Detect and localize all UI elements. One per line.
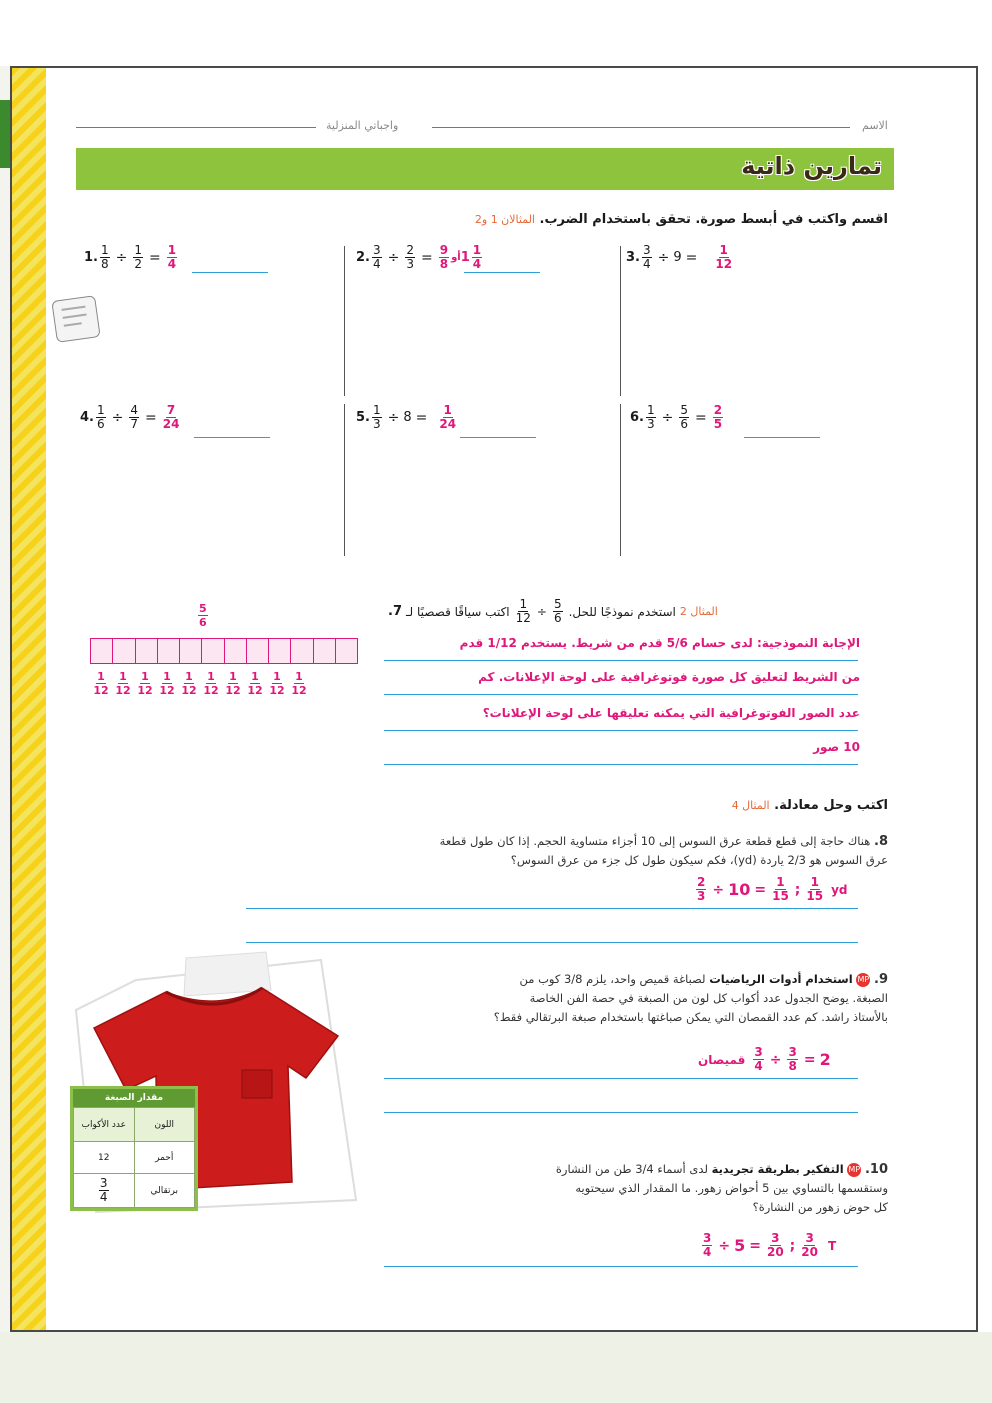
answer-line — [460, 437, 536, 438]
tape-unit-label: $\frac{1}{12}$ — [181, 670, 197, 697]
answer: $\frac{7}{24}$ — [162, 403, 180, 431]
answer-line — [384, 730, 858, 731]
q10-title: التفكير بطريقة تجريدية — [711, 1162, 844, 1176]
answer-line — [192, 272, 268, 273]
mixed-fraction: $\frac{1}{4}$ — [472, 243, 482, 271]
paint-cell-cups: $\frac{3}{4}$ — [74, 1174, 135, 1208]
q7-answer-line-1: الإجابة النموذجية: لدى حسام 5/6 قدم من شريط. يستخدم 1/12 قدم — [459, 636, 860, 650]
fraction: $\frac{1}{3}$ — [646, 403, 655, 431]
paint-table — [70, 1086, 198, 1211]
answer-line — [384, 764, 858, 765]
math-practice-icon: MP — [847, 1163, 861, 1177]
tape-unit-label: $\frac{1}{12}$ — [291, 670, 307, 697]
q9-line-3: بالأستاذ راشد. كم عدد القمصان التي يمكن صباغتها باستخدام صبغة البرتقالي فقط؟ — [493, 1010, 888, 1024]
exercise-3: 3. $\frac{3}{4}$ ÷ 9 = $\frac{1}{12}$ — [626, 243, 733, 271]
q7-prompt: 7. اكتب سياقًا قصصيًا لـ $\frac{1}{12}$ ÷ $\frac{5}{6}$ استخدم نموذجًا للحل. المثال 2 — [388, 597, 718, 625]
q8-divisor: 10 — [728, 880, 751, 899]
paint-table-title: مقدار الصبغة — [73, 1089, 195, 1107]
answer: $\frac{9}{8}$ — [439, 243, 449, 271]
q8-text — [228, 832, 888, 870]
fraction: $\frac{5}{6}$ — [680, 403, 688, 431]
exercise-1: 1. $\frac{1}{8}$ ÷ $\frac{1}{2}$ = $\frac{1}{4}$ — [84, 243, 177, 271]
tape-diagram — [90, 638, 358, 664]
exercise-number: 5. — [356, 410, 370, 425]
tape-total-label: $\frac{5}{6}$ — [199, 602, 207, 629]
answer-line — [246, 908, 858, 909]
q8-unit: yd — [831, 882, 848, 897]
math-practice-icon: MP — [856, 973, 870, 987]
header-line-left — [76, 127, 316, 128]
q10-unit: T — [827, 1238, 837, 1253]
paint-cell-color: برتقالي — [134, 1174, 195, 1208]
answer-line — [384, 1078, 858, 1079]
fraction: $\frac{1}{8}$ — [100, 243, 109, 271]
answer-line — [464, 272, 540, 273]
q9-line-2: الصبغة. يوضح الجدول عدد أكواب كل لون من الصبغة في حصة الفن الخاصة — [529, 991, 888, 1005]
q7-answer-line-2: من الشريط لتعليق كل صورة فوتوغرافية على لوحة الإعلانات. كم — [478, 670, 860, 684]
tape-unit-label: $\frac{1}{12}$ — [269, 670, 285, 697]
section2-instruction — [588, 798, 888, 813]
answer-line — [384, 694, 858, 695]
answer-line — [194, 437, 270, 438]
q10-line-1: لدى أسماء 3/4 طن من النشارة — [555, 1162, 708, 1176]
tape-unit-label: $\frac{1}{12}$ — [115, 670, 131, 697]
left-strip — [0, 66, 10, 1332]
exercise-4: 4. $\frac{1}{6}$ ÷ $\frac{4}{7}$ = $\frac{7}{24}$ — [80, 403, 180, 431]
whole-number: 8 — [403, 410, 412, 425]
tape-unit-labels — [90, 670, 310, 697]
q9-title: استخدام أدوات الرياضيات — [709, 972, 853, 986]
question-number: 10. — [864, 1162, 888, 1177]
tape-unit-label: $\frac{1}{12}$ — [159, 670, 175, 697]
question-number: 7. — [388, 604, 402, 619]
instruction-ref: المثال 4 — [731, 799, 770, 812]
fraction: $\frac{1}{6}$ — [96, 403, 105, 431]
q7-answer-line-3: عدد الصور الفوتوغرافية التي يمكنه تعليقها على لوحة الإعلانات؟ — [482, 706, 860, 720]
fraction: $\frac{2}{3}$ — [406, 243, 414, 271]
yellow-binding-strip — [12, 68, 46, 1330]
paint-cell-cups: 12 — [74, 1142, 135, 1174]
banner-title: تمارين ذاتية — [741, 152, 882, 180]
q8-equation: $\frac{2}{3}$ ÷ 10 = $\frac{1}{15}$ ; $\frac{1}{15}$ yd — [697, 875, 848, 903]
exercise-number: 4. — [80, 410, 94, 425]
exercise-2: 2. $\frac{3}{4}$ ÷ $\frac{2}{3}$ = $\frac{9}{8}$ أو 1 $\frac{1}{4}$ — [356, 243, 482, 271]
exercise-6: 6. $\frac{1}{3}$ ÷ $\frac{5}{6}$ = $\frac{2}{5}$ — [630, 403, 723, 431]
fraction: $\frac{1}{12}$ — [515, 597, 531, 625]
fraction: $\frac{3}{4}$ — [642, 243, 651, 271]
instruction-text: اكتب وحل معادلة. — [774, 798, 888, 813]
answer: $\frac{2}{5}$ — [713, 403, 723, 431]
fraction: $\frac{3}{4}$ — [372, 243, 381, 271]
fraction: $\frac{5}{6}$ — [553, 597, 562, 625]
q7-ref: المثال 2 — [679, 605, 718, 618]
name-line — [432, 127, 850, 128]
question-number: 9. — [874, 972, 888, 987]
q9-text — [388, 970, 888, 1027]
exercise-5: 5. $\frac{1}{3}$ ÷ 8 = $\frac{1}{24}$ — [356, 403, 457, 431]
question-number: 8. — [874, 834, 888, 849]
answer: $\frac{1}{24}$ — [439, 403, 457, 431]
q9-result: 2 — [819, 1050, 831, 1069]
paint-col-cups: عدد الأكواب — [74, 1108, 135, 1142]
whole-number: 9 — [673, 250, 682, 265]
section-banner — [76, 148, 894, 190]
divider — [344, 246, 345, 396]
divider — [620, 246, 621, 396]
green-tab — [0, 100, 10, 168]
tape-unit-label: $\frac{1}{12}$ — [203, 670, 219, 697]
q7-prompt-b: استخدم نموذجًا للحل. — [568, 604, 676, 619]
or-label: أو — [451, 252, 461, 263]
paint-cell-color: أحمر — [134, 1142, 195, 1174]
divider — [344, 404, 345, 556]
q10-line-3: كل حوض زهور من النشارة؟ — [752, 1200, 888, 1214]
q8-line-2: عرق السوس هو 2/3 ياردة (yd)، فكم سيكون طول كل جزء من عرق السوس؟ — [510, 853, 888, 867]
tape-unit-label: $\frac{1}{12}$ — [137, 670, 153, 697]
answer-line — [246, 942, 858, 943]
q9-equation: قميصان $\frac{3}{4}$ ÷ $\frac{3}{8}$ = 2 — [698, 1045, 831, 1073]
answer-line — [384, 1266, 858, 1267]
homework-label: واجباتي المنزلية — [326, 119, 399, 132]
tape-unit-label: $\frac{1}{12}$ — [247, 670, 263, 697]
q10-text — [388, 1160, 888, 1217]
q7-prompt-a: اكتب سياقًا قصصيًا لـ — [406, 604, 510, 619]
exercise-number: 1. — [84, 250, 98, 265]
q8-line-1: هناك حاجة إلى قطع قطعة عرق السوس إلى 10 أجزاء متساوية الحجم. إذا كان طول قطعة — [439, 834, 871, 848]
fraction: $\frac{4}{7}$ — [130, 403, 138, 431]
answer: $\frac{1}{12}$ — [715, 243, 733, 271]
exercise-number: 3. — [626, 250, 640, 265]
name-label: الاسم — [862, 119, 888, 132]
divider — [620, 404, 621, 556]
answer: $\frac{1}{4}$ — [167, 243, 177, 271]
section1-instruction — [368, 212, 888, 227]
instruction-text: اقسم واكتب في أبسط صورة. تحقق باستخدام الضرب. — [539, 212, 888, 227]
exercise-number: 2. — [356, 250, 370, 265]
tape-unit-label: $\frac{1}{12}$ — [93, 670, 109, 697]
q9-line-1: لصباغة قميص واحد، يلزم 3/8 كوب من — [519, 972, 706, 986]
answer-line — [384, 660, 858, 661]
tape-unit-label: $\frac{1}{12}$ — [225, 670, 241, 697]
q9-unit: قميصان — [698, 1052, 746, 1067]
q10-line-2: وستقسمها بالتساوي بين 5 أحواض زهور. ما المقدار الذي سيحتويه — [575, 1181, 888, 1195]
page-bottom-background — [0, 1332, 992, 1403]
answer-line — [384, 1112, 858, 1113]
answer-line — [744, 437, 820, 438]
fraction: $\frac{1}{3}$ — [372, 403, 381, 431]
fraction: $\frac{1}{2}$ — [134, 243, 142, 271]
q7-answer-line-4: 10 صور — [813, 740, 860, 754]
instruction-ref: المثالان 1 و2 — [474, 213, 535, 226]
q10-equation: $\frac{3}{4}$ ÷ 5 = $\frac{3}{20}$ ; $\frac{3}{20}$ T — [703, 1231, 837, 1259]
mixed-whole: 1 — [460, 250, 470, 265]
notebook-icon — [51, 295, 100, 343]
paint-col-color: اللون — [134, 1108, 195, 1142]
q10-divisor: 5 — [734, 1236, 746, 1255]
exercise-number: 6. — [630, 410, 644, 425]
